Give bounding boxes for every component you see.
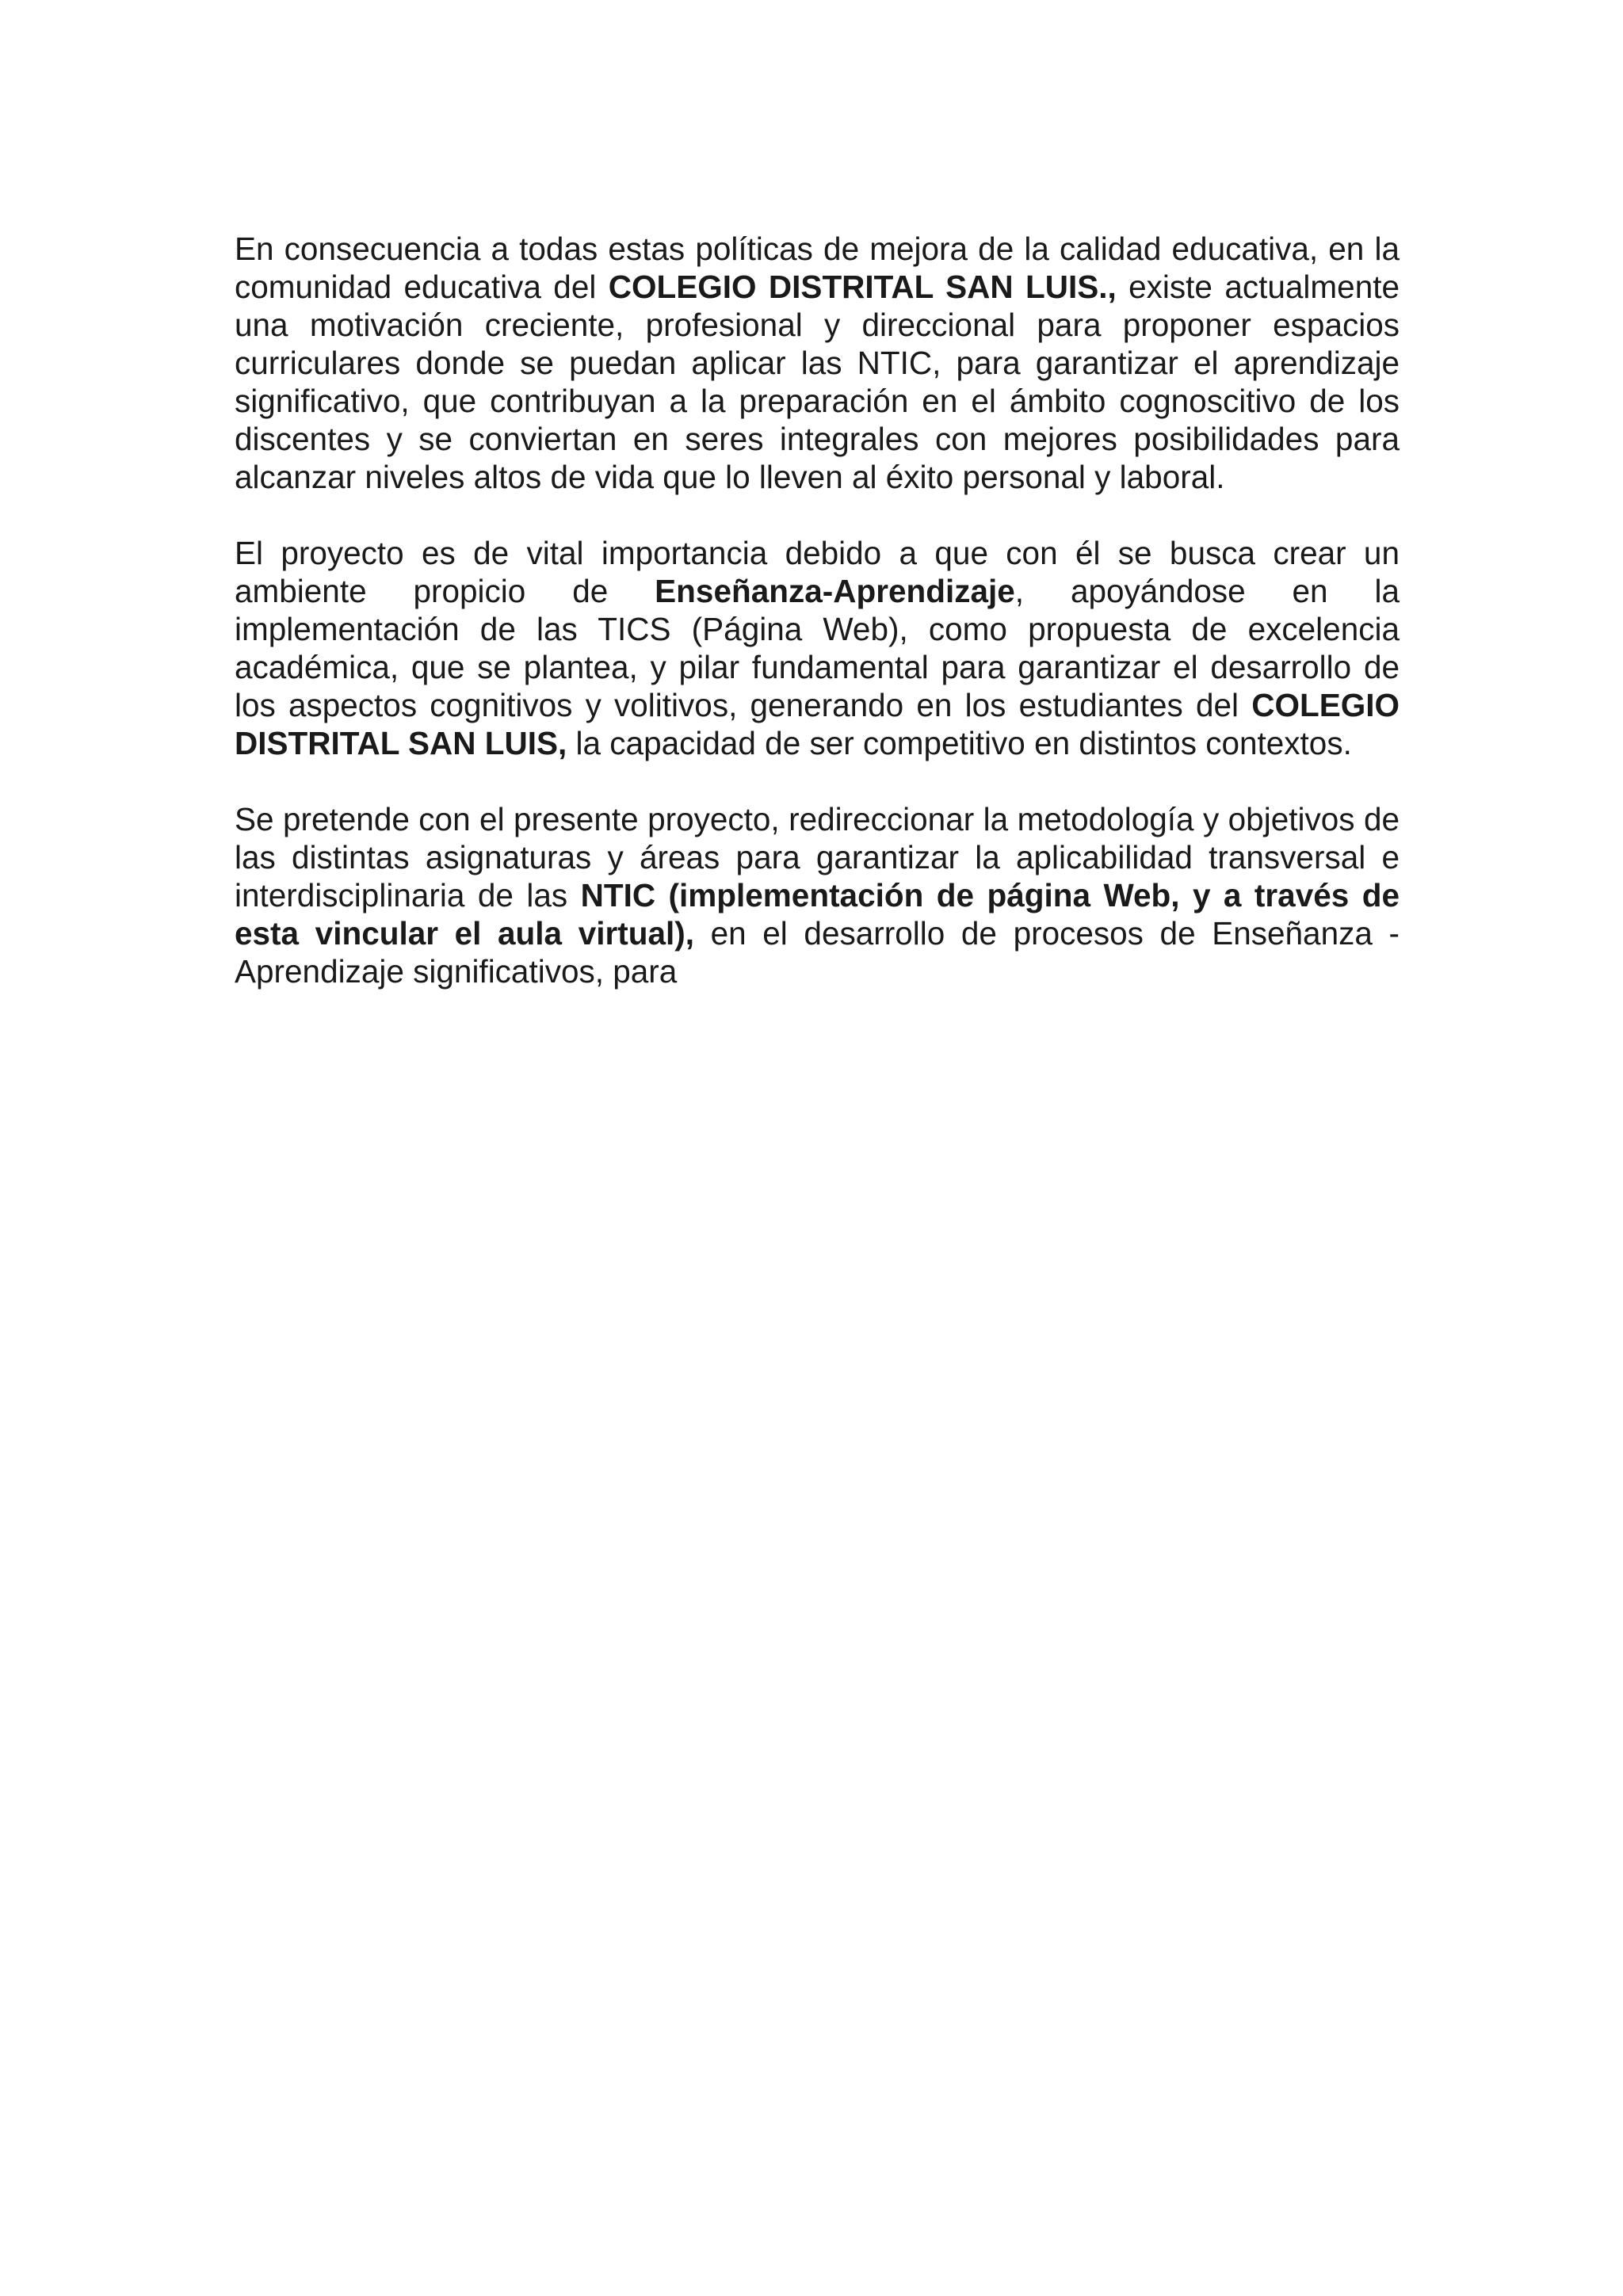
paragraph-2-text: la capacidad de ser competitivo en distintos contextos. [567, 725, 1352, 761]
ensenanza-aprendizaje-bold: Enseñanza-Aprendizaje [655, 573, 1015, 609]
paragraph-2-text: , apoyándose en la implementación de las TICS (Página Web), como propuesta de excelencia académica, que se plantea, y pilar fundamental para garantizar el desarrollo de los aspectos cognitivos y volitivos, generando en los estudiantes del [235, 573, 1400, 723]
paragraph-3 [235, 800, 1400, 990]
paragraph-3-text: Se pretende con el presente proyecto, redireccionar la metodología y objetivos de las distintas asignaturas y áreas para garantizar la aplicabilidad transversal e interdisciplinaria de las [235, 801, 1400, 913]
paragraph-3-text: en el desarrollo de procesos de Enseñanza - Aprendizaje significativos, para [235, 915, 1400, 990]
paragraph-1-text: En consecuencia a todas estas políticas de mejora de la calidad educativa, en la comunidad educativa del [235, 231, 1400, 305]
document-body [235, 230, 1400, 1028]
school-name-bold: COLEGIO DISTRITAL SAN LUIS, [235, 687, 1400, 761]
school-name-bold: COLEGIO DISTRITAL SAN LUIS., [608, 269, 1117, 305]
paragraph-2-text: El proyecto es de vital importancia debido a que con él se busca crear un ambiente propicio de [235, 535, 1400, 609]
paragraph-2 [235, 534, 1400, 762]
ntic-bold: NTIC (implementación de página Web, y a través de esta vincular el aula virtual), [235, 877, 1400, 952]
paragraph-1 [235, 230, 1400, 496]
paragraph-1-text: existe actualmente una motivación creciente, profesional y direccional para proponer espacios curriculares donde se puedan aplicar las NTIC, para garantizar el aprendizaje significativo, que contribuyan a la preparación en el ámbito cognoscitivo de los discentes y se conviertan en seres integrales con mejores posibilidades para alcanzar niveles altos de vida que lo lleven al éxito personal y laboral. [235, 269, 1400, 495]
